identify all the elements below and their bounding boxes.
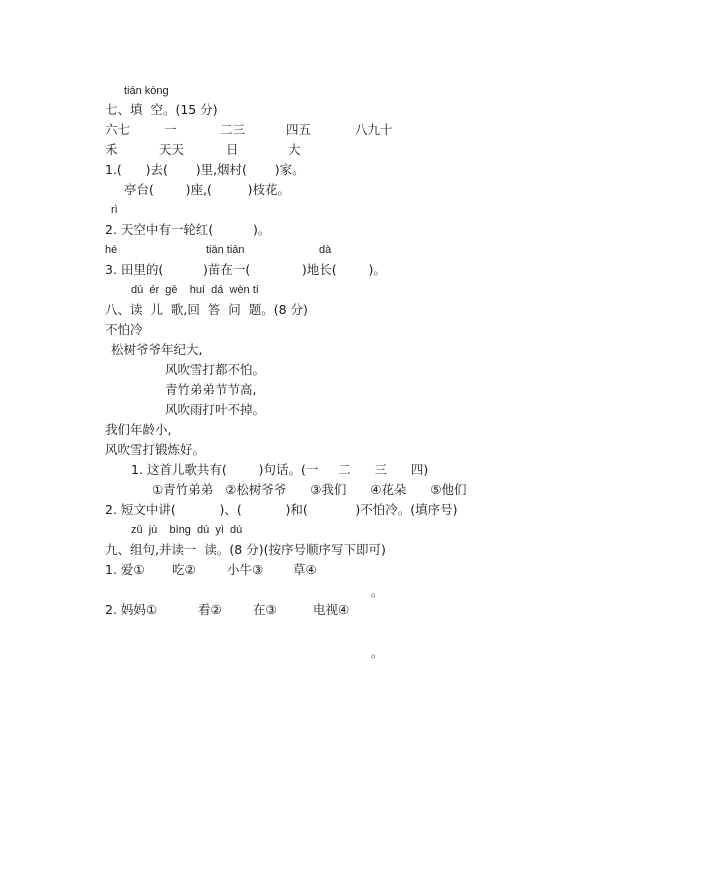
word-card: 2. 妈妈①: [105, 602, 158, 617]
section-7-heading-line: [0, 100, 728, 120]
section-9-question-2-line: [0, 600, 728, 620]
number-item: 六七: [105, 122, 131, 137]
poem-line-text: 风吹雪打都不怕。: [165, 362, 266, 377]
section-8-heading-line: [0, 300, 728, 320]
word-card: 电视④: [313, 602, 350, 617]
pinyin-line-tiankong: [0, 81, 728, 101]
answer-options: ①青竹弟弟 ②松树爷爷 ③我们 ④花朵 ⑤他们: [152, 482, 467, 497]
pinyin-line-reading: [0, 280, 728, 300]
poem-line-text: 风吹雪打锻炼好。: [105, 442, 206, 457]
section-8-title: 八、读 儿 歌,回 答 问 题。(8 分): [105, 302, 308, 317]
question-text: 1.( )去( )里,烟村( )家。: [105, 162, 305, 177]
number-item: 二三: [220, 122, 246, 137]
pinyin-word: hé: [105, 244, 118, 256]
word-card: 在③: [253, 602, 277, 617]
poem-line: [0, 440, 728, 460]
question-text: 2. 短文中讲( )、( )和( )不怕冷。(填序号): [105, 502, 458, 517]
poem-line-text: 松树爷爷年纪大,: [111, 342, 203, 357]
poem-line: [0, 360, 728, 380]
poem-line: [0, 400, 728, 420]
question-7-1-line-2: [0, 180, 728, 200]
section-9-title: 九、组句,并读一 读。(8 分)(按序号顺序写下即可): [105, 542, 386, 557]
poem-title: 不怕冷: [105, 322, 143, 337]
word-card: 1. 爱①: [105, 562, 145, 577]
pinyin-word: dà: [319, 244, 332, 256]
poem-title-line: [0, 320, 728, 340]
answer-period-line-2: [0, 643, 728, 663]
answer-period-line-1: [0, 582, 728, 602]
word-row: [0, 140, 728, 160]
poem-line-text: 青竹弟弟节节高,: [165, 382, 257, 397]
word-card: 吃②: [172, 562, 196, 577]
section-8-question-1-line: [0, 460, 728, 480]
pinyin-line-ri: [0, 200, 728, 220]
pinyin-zuju: zǔ jù bìng dú yì dú: [131, 524, 243, 536]
question-text: 2. 天空中有一轮红( )。: [105, 222, 271, 237]
pinyin-reading: dú ér gē huí dá wèn tí: [131, 284, 259, 296]
question-text: 3. 田里的( )苗在一( )地长( )。: [105, 262, 386, 277]
section-7-title: 七、填 空。(15 分): [105, 102, 218, 117]
answer-period: 。: [371, 584, 384, 599]
word-item: 大: [288, 142, 301, 157]
poem-line-text: 风吹雨打叶不掉。: [165, 402, 266, 417]
section-8-question-2-line: [0, 500, 728, 520]
word-item: 禾: [105, 142, 118, 157]
poem-line: [0, 380, 728, 400]
section-8-options-line: [0, 480, 728, 500]
question-text: 亭台( )座,( )枝花。: [124, 182, 291, 197]
pinyin-ri: rì: [111, 204, 118, 216]
number-item: 八九十: [355, 122, 393, 137]
number-row: [0, 120, 728, 140]
word-card: 看②: [198, 602, 222, 617]
pinyin-tiankong: tián kòng: [124, 85, 169, 97]
section-9-question-1-line: [0, 560, 728, 580]
question-7-3-line: [0, 260, 728, 280]
pinyin-word: tiān tiān: [206, 244, 245, 256]
word-item: 天天: [159, 142, 185, 157]
poem-line: [0, 340, 728, 360]
poem-line: [0, 420, 728, 440]
number-item: 一: [164, 122, 177, 137]
pinyin-line-he: [0, 240, 728, 260]
poem-line-text: 我们年龄小,: [105, 422, 172, 437]
pinyin-line-zuju: [0, 520, 728, 540]
word-card: 草④: [293, 562, 317, 577]
question-7-2-line: [0, 220, 728, 240]
word-item: 日: [226, 142, 239, 157]
section-9-heading-line: [0, 540, 728, 560]
question-7-1-line-1: [0, 160, 728, 180]
number-item: 四五: [286, 122, 312, 137]
question-text: 1. 这首儿歌共有( )句话。(一 二 三 四): [131, 462, 429, 477]
word-card: 小牛③: [227, 562, 264, 577]
answer-period: 。: [371, 645, 384, 660]
